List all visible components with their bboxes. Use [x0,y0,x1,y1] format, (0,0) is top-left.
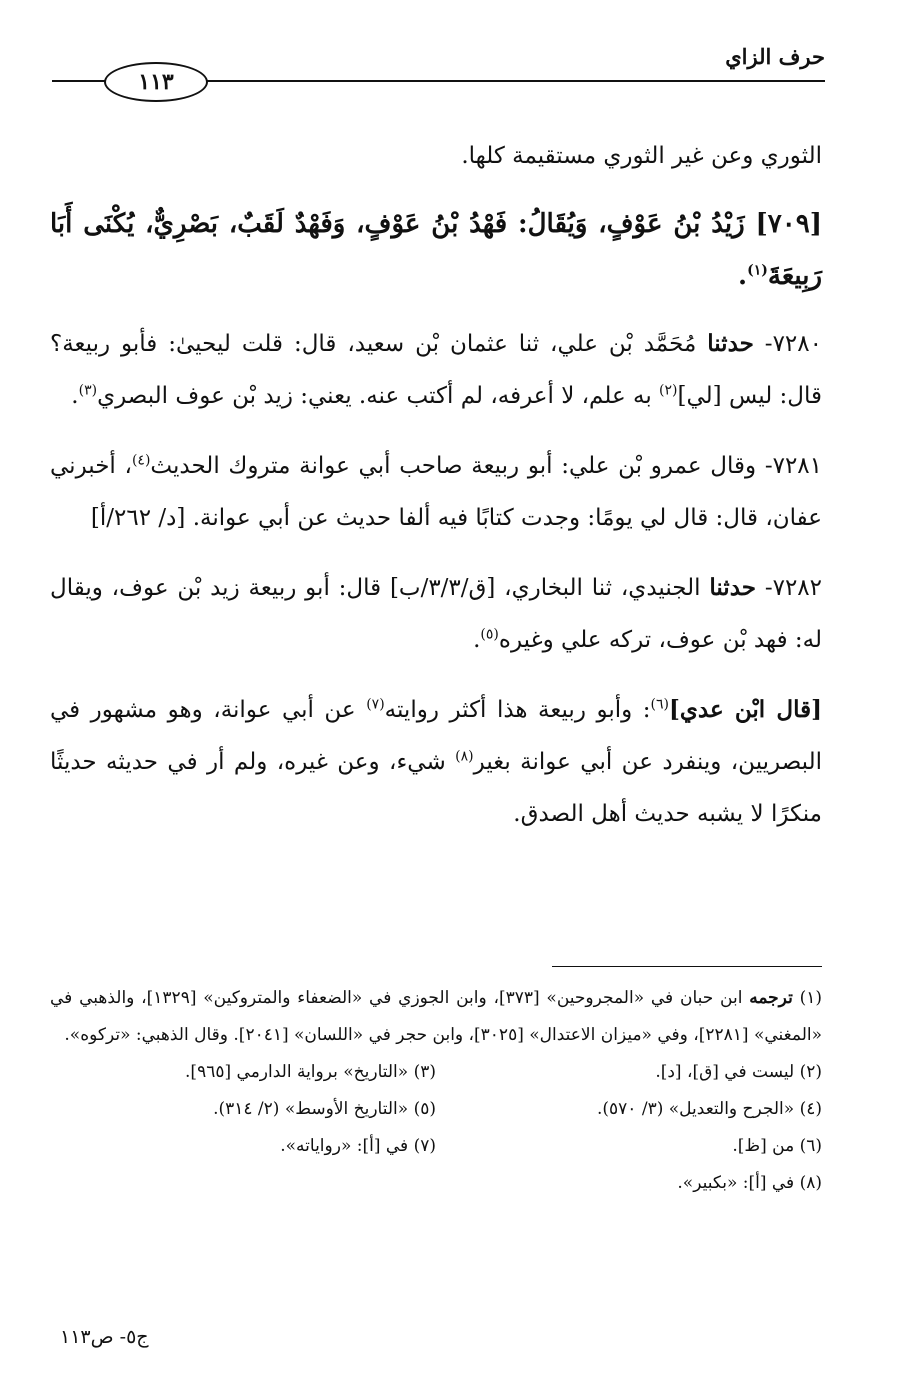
footnote-8: (٨) في [أ]: «بكبير». [677,1173,822,1193]
footnote-ref: (٥) [480,626,499,643]
footnote-ref: (٦) [650,696,669,713]
intro-line: الثوري وعن غير الثوري مستقيمة كلها. [461,143,822,169]
page-number: ١١٣ [138,69,174,95]
report-text: به علم، لا أعرفه، لم أكتب عنه. يعني: زيد بْن عوف البصري [97,383,660,409]
report-text: مُحَمَّد بْن علي، ثنا عثمان بْن سعيد، قال: قلت ليحيىٰ: فأبو ربيعة؟ قال: ليس [لي] [50,331,822,409]
footnote-2: (٢) ليست في [ق]، [د]. [655,1062,822,1082]
report-text: : وأبو ربيعة هذا أكثر روايته [384,697,651,723]
footnote-ref: (٨) [455,748,474,765]
report-text: عن أبي عوانة، وهو مشهور في البصريين، وينفرد عن أبي عوانة بغير [50,697,823,775]
footnote-separator [552,966,822,967]
paragraph-7280 [50,318,822,422]
footnote-row [50,1128,822,1165]
report-text: وقال عمرو بْن علي: أبو ربيعة صاحب أبي عوانة متروك الحديث [150,453,757,479]
report-number: ٧٢٨١- [764,453,823,479]
report-number: ٧٢٨٢- [764,575,823,601]
report-lead: حدثنا [709,574,756,601]
volume-page-reference: ج٥- ص١١٣ [60,1326,149,1348]
footnote-row [50,1054,822,1091]
paragraph-7281 [50,440,822,544]
footnote-ref: (٧) [366,696,385,713]
paragraph-ibn-adi [50,684,822,840]
entry-heading [50,198,822,302]
footnote-1 [50,980,822,1054]
paragraph-7282 [50,562,822,666]
entry-heading-end: . [738,261,748,291]
page-number-badge [104,62,208,102]
footnote-number: (١) [799,988,823,1008]
report-text: . [71,383,79,409]
report-text: شيء، وعن غيره، ولم أر في حديثه حديثًا منكرًا لا يشبه حديث أهل الصدق. [50,749,822,827]
report-text: الجنيدي، ثنا البخاري، [ق/٣/٣/ب] قال: أبو ربيعة زيد بْن عوف، ويقال له: فهد بْن عوف، تركه علي وغيره [50,575,822,653]
report-text: ، أخبرني عفان، قال: قال لي يومًا: وجدت كتابًا فيه ألفا حديث عن أبي عوانة. [د/ ٢٦٢/أ] [50,453,822,531]
footnote-lead: ترجمه [749,988,793,1008]
ibn-adi-lead: [قال ابْن عدي] [668,696,822,723]
footnote-6: (٦) من [ظ]. [732,1136,822,1156]
main-text [50,130,822,858]
footnotes [50,980,822,1202]
footnote-ref: (٤) [131,452,151,469]
footnote-3: (٣) «التاريخ» برواية الدارمي [٩٦٥]. [185,1062,436,1082]
footnote-row [50,1165,822,1202]
footnote-4: (٤) «الجرح والتعديل» (٣/ ٥٧٠). [597,1099,822,1119]
report-text: . [473,627,481,653]
footnote-text: ابن حبان في «المجروحين» [٣٧٣]، وابن الجوزي في «الضعفاء والمتروكين» [١٣٢٩]، والذهبي في «المغني» [٢٢٨١]، وفي «ميزان الاعتدال» [٣٠٢٥]، وابن حجر في «اللسان» [٢٠٤١]. وقال الذهبي: «تركوه». [50,988,822,1045]
footnote-ref: (١) [747,262,768,279]
footnote-ref: (٣) [78,382,98,399]
report-lead: حدثنا [707,330,754,357]
chapter-title: حرف الزاي [725,44,825,69]
footnote-row [50,1091,822,1128]
entry-heading-text: [٧٠٩] زَيْدُ بْنُ عَوْفٍ، وَيُقَالُ: فَهْدُ بْنُ عَوْفٍ، وَفَهْدٌ لَقَبٌ، بَصْرِيٌّ، يُكْنَى أَبَا رَبِيعَةَ [50,209,822,291]
footnote-ref: (٢) [659,382,678,399]
report-number: ٧٢٨٠- [764,331,822,357]
footnote-7: (٧) في [أ]: «رواياته». [280,1136,436,1156]
footnote-5: (٥) «التاريخ الأوسط» (٢/ ٣١٤). [213,1099,436,1119]
